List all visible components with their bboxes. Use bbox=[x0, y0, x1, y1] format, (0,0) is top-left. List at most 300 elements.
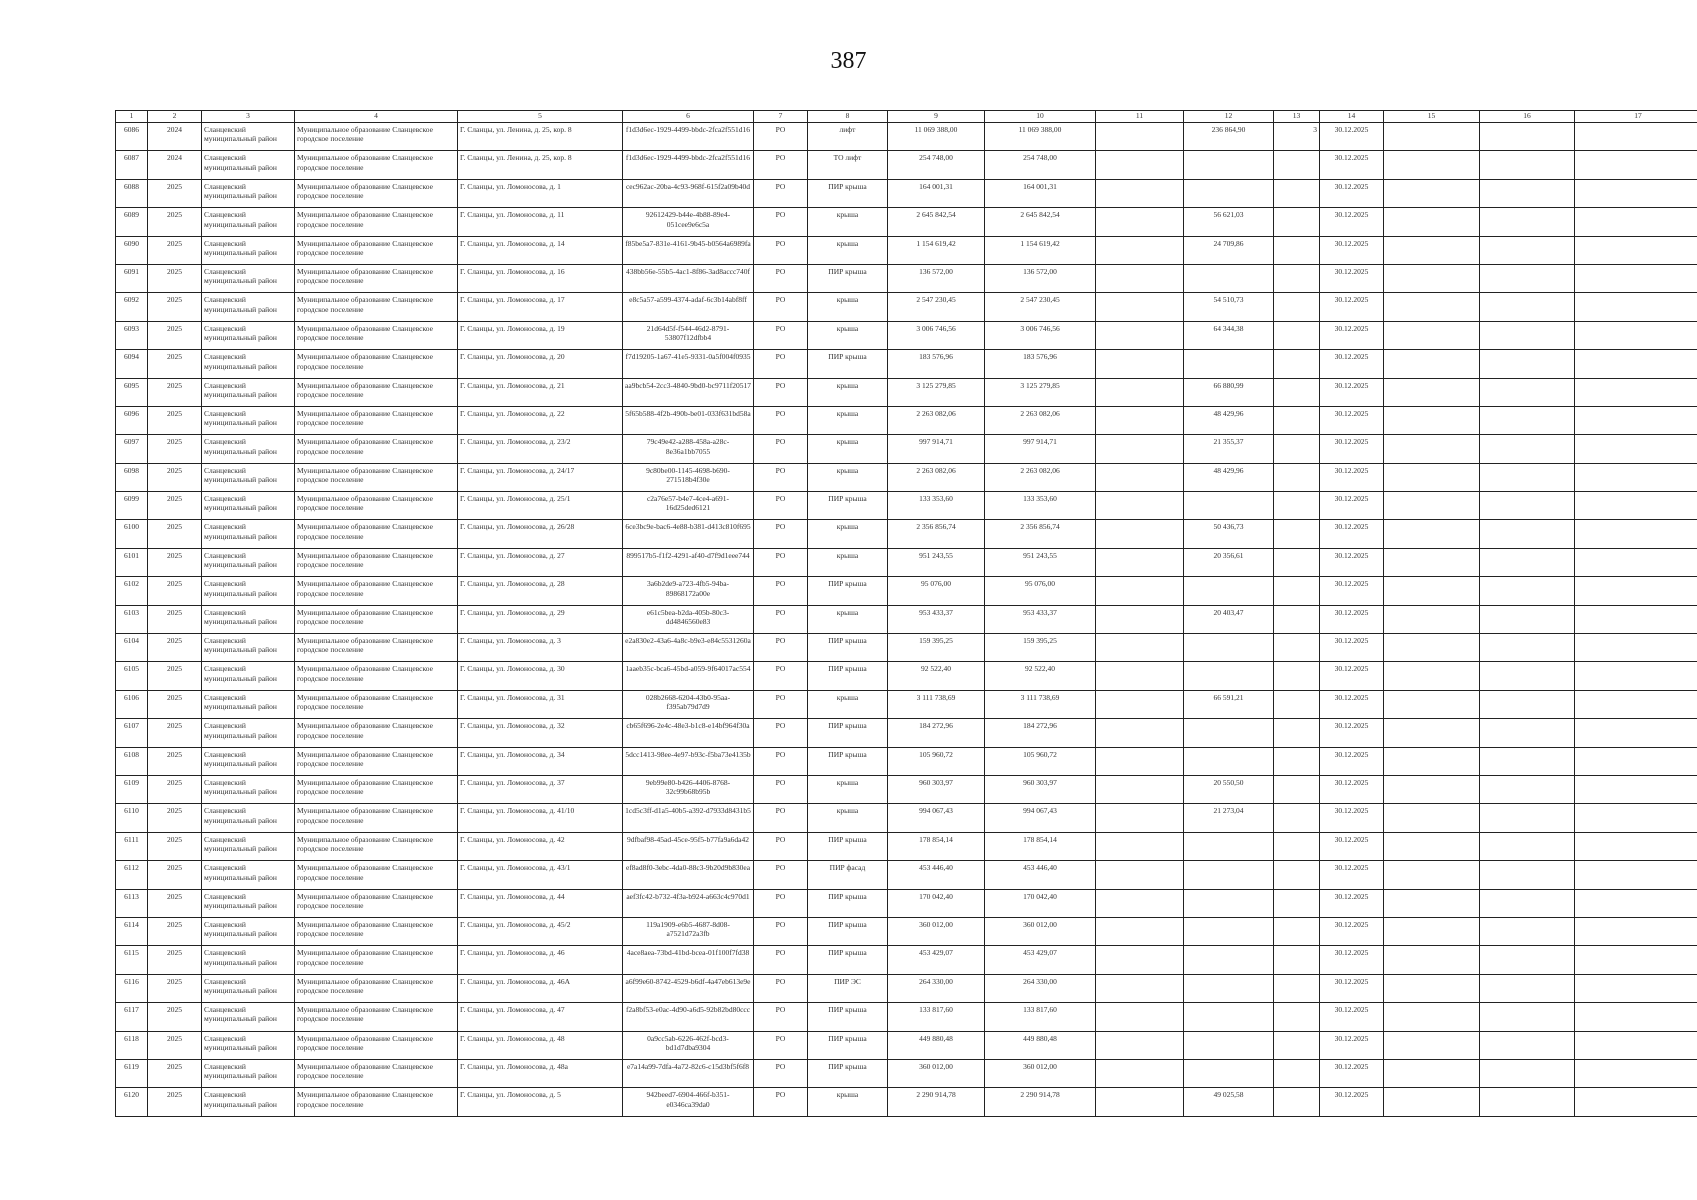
municipality-cell: Муниципальное образование Сланцевское городское поселение bbox=[295, 577, 458, 605]
row-number: 6108 bbox=[116, 747, 148, 775]
col16-cell bbox=[1480, 804, 1575, 832]
total-cell: 133 817,60 bbox=[985, 1003, 1096, 1031]
date-cell: 30.12.2025 bbox=[1320, 577, 1384, 605]
date-cell: 30.12.2025 bbox=[1320, 406, 1384, 434]
type-cell: РО bbox=[754, 1031, 808, 1059]
municipality-cell: Муниципальное образование Сланцевское городское поселение bbox=[295, 463, 458, 491]
address-cell: Г. Сланцы, ул. Ломоносова, д. 26/28 bbox=[458, 520, 623, 548]
municipality-cell: Муниципальное образование Сланцевское городское поселение bbox=[295, 747, 458, 775]
col11-cell bbox=[1096, 577, 1184, 605]
col15-cell bbox=[1384, 747, 1480, 775]
row-number: 6093 bbox=[116, 321, 148, 349]
total-cell: 953 433,37 bbox=[985, 605, 1096, 633]
guid-cell: 1cd5c3ff-d1a5-40b5-a392-d7933d8431b5 bbox=[623, 804, 754, 832]
col15-cell bbox=[1384, 719, 1480, 747]
row-number: 6094 bbox=[116, 350, 148, 378]
col16-cell bbox=[1480, 406, 1575, 434]
cost-cell: 170 042,40 bbox=[888, 889, 985, 917]
table-row bbox=[116, 463, 1697, 491]
col11-cell bbox=[1096, 917, 1184, 945]
year-cell: 2025 bbox=[148, 406, 202, 434]
guid-cell: 9dfbaf98-45ad-45ce-95f5-b77fa9a6da42 bbox=[623, 832, 754, 860]
address-cell: Г. Сланцы, ул. Ломоносова, д. 42 bbox=[458, 832, 623, 860]
row-number: 6113 bbox=[116, 889, 148, 917]
date-cell: 30.12.2025 bbox=[1320, 889, 1384, 917]
district-cell: Сланцевский муниципальный район bbox=[202, 293, 295, 321]
column-header-8: 8 bbox=[808, 111, 888, 123]
column-header-9: 9 bbox=[888, 111, 985, 123]
row-number: 6100 bbox=[116, 520, 148, 548]
cost-cell: 105 960,72 bbox=[888, 747, 985, 775]
year-cell: 2025 bbox=[148, 917, 202, 945]
year-cell: 2025 bbox=[148, 1088, 202, 1116]
col12-cell: 20 403,47 bbox=[1184, 605, 1274, 633]
col17-cell bbox=[1575, 492, 1697, 520]
year-cell: 2025 bbox=[148, 208, 202, 236]
col13-cell bbox=[1274, 463, 1320, 491]
col13-cell bbox=[1274, 889, 1320, 917]
address-cell: Г. Сланцы, ул. Ломоносова, д. 14 bbox=[458, 236, 623, 264]
municipality-cell: Муниципальное образование Сланцевское городское поселение bbox=[295, 634, 458, 662]
cost-cell: 264 330,00 bbox=[888, 974, 985, 1002]
row-number: 6106 bbox=[116, 690, 148, 718]
col11-cell bbox=[1096, 662, 1184, 690]
col16-cell bbox=[1480, 861, 1575, 889]
column-header-4: 4 bbox=[295, 111, 458, 123]
col11-cell bbox=[1096, 690, 1184, 718]
address-cell: Г. Сланцы, ул. Ломоносова, д. 23/2 bbox=[458, 435, 623, 463]
work-cell: крыша bbox=[808, 293, 888, 321]
district-cell: Сланцевский муниципальный район bbox=[202, 662, 295, 690]
address-cell: Г. Сланцы, ул. Ломоносова, д. 5 bbox=[458, 1088, 623, 1116]
column-header-10: 10 bbox=[985, 111, 1096, 123]
column-header-6: 6 bbox=[623, 111, 754, 123]
table-row bbox=[116, 1088, 1697, 1116]
address-cell: Г. Сланцы, ул. Ломоносова, д. 24/17 bbox=[458, 463, 623, 491]
address-cell: Г. Сланцы, ул. Ломоносова, д. 28 bbox=[458, 577, 623, 605]
table-row bbox=[116, 151, 1697, 179]
year-cell: 2025 bbox=[148, 577, 202, 605]
address-cell: Г. Сланцы, ул. Ломоносова, д. 3 bbox=[458, 634, 623, 662]
column-header-11: 11 bbox=[1096, 111, 1184, 123]
date-cell: 30.12.2025 bbox=[1320, 719, 1384, 747]
year-cell: 2025 bbox=[148, 350, 202, 378]
cost-cell: 951 243,55 bbox=[888, 548, 985, 576]
col17-cell bbox=[1575, 236, 1697, 264]
work-cell: крыша bbox=[808, 690, 888, 718]
row-number: 6099 bbox=[116, 492, 148, 520]
col16-cell bbox=[1480, 463, 1575, 491]
col17-cell bbox=[1575, 747, 1697, 775]
guid-cell: 5dcc1413-98ee-4e97-b93c-f5ba73e4135b bbox=[623, 747, 754, 775]
municipality-cell: Муниципальное образование Сланцевское городское поселение bbox=[295, 208, 458, 236]
col16-cell bbox=[1480, 662, 1575, 690]
cost-cell: 2 263 082,06 bbox=[888, 406, 985, 434]
cost-cell: 95 076,00 bbox=[888, 577, 985, 605]
col12-cell: 56 621,03 bbox=[1184, 208, 1274, 236]
col12-cell bbox=[1184, 264, 1274, 292]
municipality-cell: Муниципальное образование Сланцевское городское поселение bbox=[295, 974, 458, 1002]
district-cell: Сланцевский муниципальный район bbox=[202, 179, 295, 207]
col13-cell bbox=[1274, 1088, 1320, 1116]
guid-cell: 9c80be00-1145-4698-b690-271518b4f30e bbox=[623, 463, 754, 491]
type-cell: РО bbox=[754, 236, 808, 264]
year-cell: 2025 bbox=[148, 804, 202, 832]
date-cell: 30.12.2025 bbox=[1320, 804, 1384, 832]
date-cell: 30.12.2025 bbox=[1320, 378, 1384, 406]
col15-cell bbox=[1384, 151, 1480, 179]
total-cell: 95 076,00 bbox=[985, 577, 1096, 605]
total-cell: 3 125 279,85 bbox=[985, 378, 1096, 406]
municipality-cell: Муниципальное образование Сланцевское городское поселение bbox=[295, 662, 458, 690]
row-number: 6091 bbox=[116, 264, 148, 292]
district-cell: Сланцевский муниципальный район bbox=[202, 236, 295, 264]
district-cell: Сланцевский муниципальный район bbox=[202, 832, 295, 860]
type-cell: РО bbox=[754, 917, 808, 945]
col16-cell bbox=[1480, 151, 1575, 179]
address-cell: Г. Сланцы, ул. Ломоносова, д. 29 bbox=[458, 605, 623, 633]
date-cell: 30.12.2025 bbox=[1320, 1031, 1384, 1059]
address-cell: Г. Сланцы, ул. Ломоносова, д. 37 bbox=[458, 775, 623, 803]
row-number: 6102 bbox=[116, 577, 148, 605]
col12-cell bbox=[1184, 634, 1274, 662]
district-cell: Сланцевский муниципальный район bbox=[202, 264, 295, 292]
row-number: 6116 bbox=[116, 974, 148, 1002]
col11-cell bbox=[1096, 350, 1184, 378]
work-cell: крыша bbox=[808, 208, 888, 236]
date-cell: 30.12.2025 bbox=[1320, 463, 1384, 491]
row-number: 6114 bbox=[116, 917, 148, 945]
col16-cell bbox=[1480, 889, 1575, 917]
district-cell: Сланцевский муниципальный район bbox=[202, 804, 295, 832]
column-header-3: 3 bbox=[202, 111, 295, 123]
municipality-cell: Муниципальное образование Сланцевское городское поселение bbox=[295, 832, 458, 860]
col15-cell bbox=[1384, 634, 1480, 662]
work-cell: крыша bbox=[808, 321, 888, 349]
type-cell: РО bbox=[754, 719, 808, 747]
col13-cell bbox=[1274, 634, 1320, 662]
col16-cell bbox=[1480, 123, 1575, 151]
address-cell: Г. Сланцы, ул. Ломоносова, д. 31 bbox=[458, 690, 623, 718]
type-cell: РО bbox=[754, 1088, 808, 1116]
district-cell: Сланцевский муниципальный район bbox=[202, 208, 295, 236]
table-row bbox=[116, 378, 1697, 406]
col15-cell bbox=[1384, 1088, 1480, 1116]
col17-cell bbox=[1575, 662, 1697, 690]
column-header-17: 17 bbox=[1575, 111, 1697, 123]
col15-cell bbox=[1384, 123, 1480, 151]
type-cell: РО bbox=[754, 520, 808, 548]
address-cell: Г. Сланцы, ул. Ломоносова, д. 25/1 bbox=[458, 492, 623, 520]
type-cell: РО bbox=[754, 804, 808, 832]
date-cell: 30.12.2025 bbox=[1320, 832, 1384, 860]
guid-cell: e2a830e2-43a6-4a8c-b9e3-e84c5531260a bbox=[623, 634, 754, 662]
guid-cell: f2a8bf53-e0ac-4d90-a6d5-92b82bd80ccc bbox=[623, 1003, 754, 1031]
cost-cell: 453 429,07 bbox=[888, 946, 985, 974]
col17-cell bbox=[1575, 463, 1697, 491]
cost-cell: 133 817,60 bbox=[888, 1003, 985, 1031]
year-cell: 2025 bbox=[148, 548, 202, 576]
col16-cell bbox=[1480, 435, 1575, 463]
row-number: 6089 bbox=[116, 208, 148, 236]
col15-cell bbox=[1384, 804, 1480, 832]
col17-cell bbox=[1575, 804, 1697, 832]
col17-cell bbox=[1575, 719, 1697, 747]
col12-cell bbox=[1184, 350, 1274, 378]
table-body bbox=[116, 123, 1697, 1117]
col16-cell bbox=[1480, 548, 1575, 576]
cost-cell: 3 111 738,69 bbox=[888, 690, 985, 718]
date-cell: 30.12.2025 bbox=[1320, 123, 1384, 151]
col17-cell bbox=[1575, 435, 1697, 463]
work-cell: крыша bbox=[808, 804, 888, 832]
col16-cell bbox=[1480, 236, 1575, 264]
year-cell: 2024 bbox=[148, 123, 202, 151]
col17-cell bbox=[1575, 520, 1697, 548]
guid-cell: 1aaeb35c-bca6-45bd-a059-9f64017ac554 bbox=[623, 662, 754, 690]
work-cell: ПИР крыша bbox=[808, 946, 888, 974]
guid-cell: a6f99e60-8742-4529-b6df-4a47eb613e9e bbox=[623, 974, 754, 1002]
total-cell: 3 006 746,56 bbox=[985, 321, 1096, 349]
district-cell: Сланцевский муниципальный район bbox=[202, 690, 295, 718]
guid-cell: 4ace8aea-73bd-41bd-bcea-01f100f7fd38 bbox=[623, 946, 754, 974]
municipality-cell: Муниципальное образование Сланцевское городское поселение bbox=[295, 406, 458, 434]
col15-cell bbox=[1384, 917, 1480, 945]
col13-cell bbox=[1274, 321, 1320, 349]
total-cell: 360 012,00 bbox=[985, 1059, 1096, 1087]
col11-cell bbox=[1096, 548, 1184, 576]
col11-cell bbox=[1096, 293, 1184, 321]
guid-cell: e7a14a99-7dfa-4a72-82c6-c15d3bf5f6f8 bbox=[623, 1059, 754, 1087]
col12-cell: 24 709,86 bbox=[1184, 236, 1274, 264]
address-cell: Г. Сланцы, ул. Ломоносова, д. 48а bbox=[458, 1059, 623, 1087]
municipality-cell: Муниципальное образование Сланцевское городское поселение bbox=[295, 123, 458, 151]
col11-cell bbox=[1096, 236, 1184, 264]
date-cell: 30.12.2025 bbox=[1320, 1059, 1384, 1087]
col13-cell bbox=[1274, 577, 1320, 605]
table-row bbox=[116, 1003, 1697, 1031]
cost-cell: 3 125 279,85 bbox=[888, 378, 985, 406]
date-cell: 30.12.2025 bbox=[1320, 350, 1384, 378]
work-cell: крыша bbox=[808, 378, 888, 406]
col11-cell bbox=[1096, 208, 1184, 236]
total-cell: 11 069 388,00 bbox=[985, 123, 1096, 151]
municipality-cell: Муниципальное образование Сланцевское городское поселение bbox=[295, 321, 458, 349]
address-cell: Г. Сланцы, ул. Ломоносова, д. 48 bbox=[458, 1031, 623, 1059]
type-cell: РО bbox=[754, 264, 808, 292]
col16-cell bbox=[1480, 775, 1575, 803]
col12-cell: 20 356,61 bbox=[1184, 548, 1274, 576]
col12-cell bbox=[1184, 832, 1274, 860]
work-cell: ПИР крыша bbox=[808, 1003, 888, 1031]
table-row bbox=[116, 548, 1697, 576]
column-header-14: 14 bbox=[1320, 111, 1384, 123]
col13-cell bbox=[1274, 946, 1320, 974]
col15-cell bbox=[1384, 236, 1480, 264]
municipality-cell: Муниципальное образование Сланцевское городское поселение bbox=[295, 719, 458, 747]
col11-cell bbox=[1096, 747, 1184, 775]
col17-cell bbox=[1575, 548, 1697, 576]
col11-cell bbox=[1096, 520, 1184, 548]
col11-cell bbox=[1096, 1031, 1184, 1059]
col15-cell bbox=[1384, 548, 1480, 576]
work-cell: ПИР крыша bbox=[808, 832, 888, 860]
col15-cell bbox=[1384, 264, 1480, 292]
work-cell: крыша bbox=[808, 236, 888, 264]
col13-cell bbox=[1274, 435, 1320, 463]
col17-cell bbox=[1575, 690, 1697, 718]
total-cell: 184 272,96 bbox=[985, 719, 1096, 747]
table-row bbox=[116, 179, 1697, 207]
cost-cell: 360 012,00 bbox=[888, 917, 985, 945]
guid-cell: 79c49e42-a288-458a-a28c-8e36a1bb7055 bbox=[623, 435, 754, 463]
date-cell: 30.12.2025 bbox=[1320, 151, 1384, 179]
district-cell: Сланцевский муниципальный район bbox=[202, 1003, 295, 1031]
row-number: 6087 bbox=[116, 151, 148, 179]
total-cell: 170 042,40 bbox=[985, 889, 1096, 917]
year-cell: 2025 bbox=[148, 775, 202, 803]
register-table bbox=[115, 110, 1697, 1117]
col12-cell bbox=[1184, 719, 1274, 747]
year-cell: 2025 bbox=[148, 378, 202, 406]
cost-cell: 360 012,00 bbox=[888, 1059, 985, 1087]
col13-cell bbox=[1274, 293, 1320, 321]
guid-cell: 899517b5-f1f2-4291-af40-d7f9d1eee744 bbox=[623, 548, 754, 576]
date-cell: 30.12.2025 bbox=[1320, 236, 1384, 264]
col17-cell bbox=[1575, 378, 1697, 406]
col15-cell bbox=[1384, 605, 1480, 633]
table-row bbox=[116, 974, 1697, 1002]
date-cell: 30.12.2025 bbox=[1320, 293, 1384, 321]
total-cell: 164 001,31 bbox=[985, 179, 1096, 207]
col17-cell bbox=[1575, 123, 1697, 151]
col17-cell bbox=[1575, 151, 1697, 179]
row-number: 6095 bbox=[116, 378, 148, 406]
cost-cell: 3 006 746,56 bbox=[888, 321, 985, 349]
col13-cell bbox=[1274, 520, 1320, 548]
type-cell: РО bbox=[754, 463, 808, 491]
year-cell: 2025 bbox=[148, 605, 202, 633]
page-number: 387 bbox=[830, 48, 867, 74]
col15-cell bbox=[1384, 775, 1480, 803]
district-cell: Сланцевский муниципальный район bbox=[202, 917, 295, 945]
date-cell: 30.12.2025 bbox=[1320, 1088, 1384, 1116]
col13-cell bbox=[1274, 861, 1320, 889]
type-cell: РО bbox=[754, 889, 808, 917]
address-cell: Г. Сланцы, ул. Ломоносова, д. 19 bbox=[458, 321, 623, 349]
col13-cell bbox=[1274, 719, 1320, 747]
guid-cell: 028b2668-6204-43b0-95aa-f395ab79d7d9 bbox=[623, 690, 754, 718]
type-cell: РО bbox=[754, 1003, 808, 1031]
table-row bbox=[116, 492, 1697, 520]
row-number: 6103 bbox=[116, 605, 148, 633]
row-number: 6090 bbox=[116, 236, 148, 264]
work-cell: ПИР крыша bbox=[808, 492, 888, 520]
work-cell: ПИР ЭС bbox=[808, 974, 888, 1002]
col15-cell bbox=[1384, 889, 1480, 917]
col12-cell bbox=[1184, 889, 1274, 917]
table-row bbox=[116, 1059, 1697, 1087]
total-cell: 997 914,71 bbox=[985, 435, 1096, 463]
col12-cell: 20 550,50 bbox=[1184, 775, 1274, 803]
col11-cell bbox=[1096, 179, 1184, 207]
municipality-cell: Муниципальное образование Сланцевское городское поселение bbox=[295, 917, 458, 945]
cost-cell: 164 001,31 bbox=[888, 179, 985, 207]
col16-cell bbox=[1480, 350, 1575, 378]
address-cell: Г. Сланцы, ул. Ломоносова, д. 45/2 bbox=[458, 917, 623, 945]
work-cell: ПИР крыша bbox=[808, 747, 888, 775]
year-cell: 2024 bbox=[148, 151, 202, 179]
type-cell: РО bbox=[754, 861, 808, 889]
col16-cell bbox=[1480, 634, 1575, 662]
total-cell: 2 645 842,54 bbox=[985, 208, 1096, 236]
guid-cell: 119a1909-e6b5-4687-8d08-a7521d72a3fb bbox=[623, 917, 754, 945]
col13-cell bbox=[1274, 1031, 1320, 1059]
municipality-cell: Муниципальное образование Сланцевское городское поселение bbox=[295, 520, 458, 548]
date-cell: 30.12.2025 bbox=[1320, 974, 1384, 1002]
col11-cell bbox=[1096, 775, 1184, 803]
guid-cell: aa9bcb54-2cc3-4840-9bd0-bc9711f20517 bbox=[623, 378, 754, 406]
col13-cell bbox=[1274, 832, 1320, 860]
col11-cell bbox=[1096, 435, 1184, 463]
date-cell: 30.12.2025 bbox=[1320, 264, 1384, 292]
work-cell: крыша bbox=[808, 1088, 888, 1116]
total-cell: 1 154 619,42 bbox=[985, 236, 1096, 264]
col11-cell bbox=[1096, 1059, 1184, 1087]
col17-cell bbox=[1575, 208, 1697, 236]
col16-cell bbox=[1480, 577, 1575, 605]
col17-cell bbox=[1575, 1003, 1697, 1031]
type-cell: РО bbox=[754, 350, 808, 378]
year-cell: 2025 bbox=[148, 179, 202, 207]
col15-cell bbox=[1384, 861, 1480, 889]
col17-cell bbox=[1575, 321, 1697, 349]
col15-cell bbox=[1384, 321, 1480, 349]
col12-cell: 236 864,90 bbox=[1184, 123, 1274, 151]
municipality-cell: Муниципальное образование Сланцевское городское поселение bbox=[295, 889, 458, 917]
col13-cell bbox=[1274, 605, 1320, 633]
work-cell: крыша bbox=[808, 548, 888, 576]
header-row bbox=[116, 111, 1697, 123]
municipality-cell: Муниципальное образование Сланцевское городское поселение bbox=[295, 179, 458, 207]
district-cell: Сланцевский муниципальный район bbox=[202, 775, 295, 803]
year-cell: 2025 bbox=[148, 321, 202, 349]
type-cell: РО bbox=[754, 179, 808, 207]
work-cell: ПИР крыша bbox=[808, 634, 888, 662]
address-cell: Г. Сланцы, ул. Ломоносова, д. 46 bbox=[458, 946, 623, 974]
column-header-2: 2 bbox=[148, 111, 202, 123]
col13-cell bbox=[1274, 406, 1320, 434]
col15-cell bbox=[1384, 690, 1480, 718]
table-row bbox=[116, 321, 1697, 349]
year-cell: 2025 bbox=[148, 1003, 202, 1031]
total-cell: 183 576,96 bbox=[985, 350, 1096, 378]
col15-cell bbox=[1384, 577, 1480, 605]
date-cell: 30.12.2025 bbox=[1320, 946, 1384, 974]
address-cell: Г. Сланцы, ул. Ломоносова, д. 17 bbox=[458, 293, 623, 321]
guid-cell: cb65f696-2e4c-48e3-b1c8-e14bf964f30a bbox=[623, 719, 754, 747]
cost-cell: 159 395,25 bbox=[888, 634, 985, 662]
table-row bbox=[116, 123, 1697, 151]
type-cell: РО bbox=[754, 662, 808, 690]
municipality-cell: Муниципальное образование Сланцевское городское поселение bbox=[295, 350, 458, 378]
col16-cell bbox=[1480, 946, 1575, 974]
type-cell: РО bbox=[754, 293, 808, 321]
district-cell: Сланцевский муниципальный район bbox=[202, 123, 295, 151]
row-number: 6119 bbox=[116, 1059, 148, 1087]
table-row bbox=[116, 1031, 1697, 1059]
cost-cell: 2 547 230,45 bbox=[888, 293, 985, 321]
